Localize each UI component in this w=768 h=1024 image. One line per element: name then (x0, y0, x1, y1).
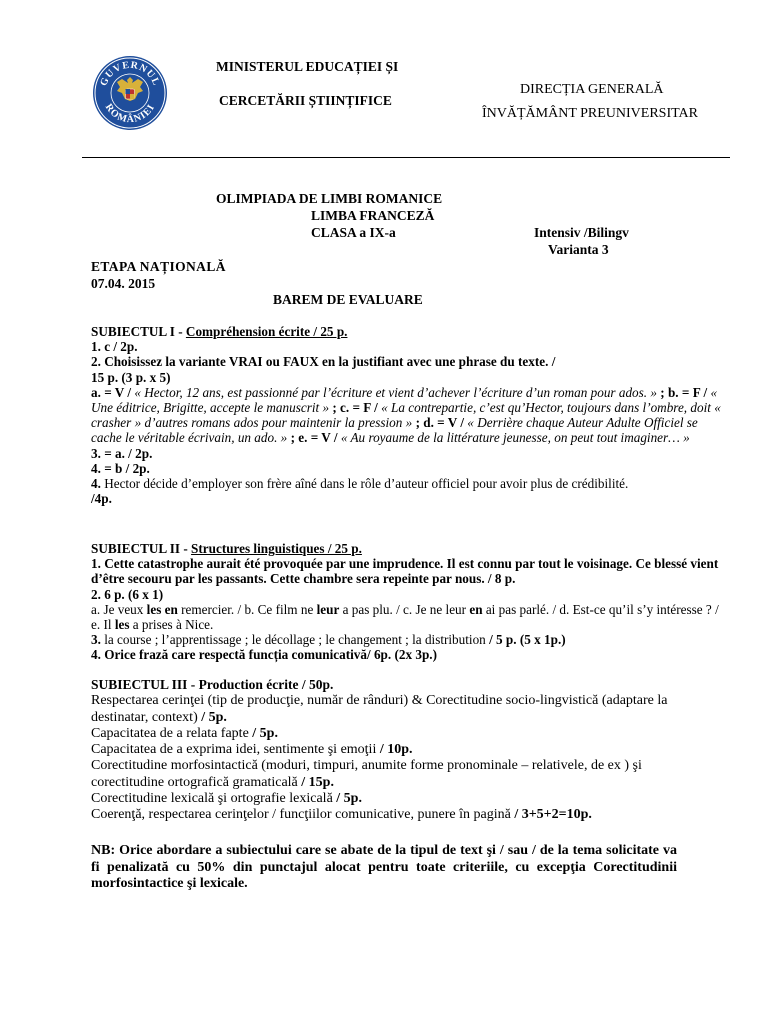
s2-q2-a8: les (114, 617, 130, 633)
s3-criterion-5 (91, 791, 698, 807)
ministry-line-1: MINISTERUL EDUCAȚIEI ȘI (216, 59, 399, 74)
s3-criterion-1-points: / 5p. (201, 709, 227, 725)
direction-line-1: DIRECȚIA GENERALĂ (520, 82, 664, 97)
title-section-type: Intensiv /Bilingv (534, 225, 629, 240)
nb-note: NB: Orice abordare a subiectului care se abate de la tipul de text şi / sau / de la tema solicitate va fi penalizată cu 50% din punctajul alocat pentru toate criteriile, cu excepţia Corectitudinii morfosintactice şi lexicale. (91, 843, 677, 891)
s3-criterion-5-text: Corectitudine lexicală şi ortografie lexicală (91, 791, 337, 807)
s2-q2-a1: a. Je veux (91, 601, 147, 617)
title-stage: ETAPA NAȚIONALĂ (91, 259, 226, 274)
s2-q3-points: / 5 p. (5 x 1p.) (489, 632, 566, 648)
title-date: 07.04. 2015 (91, 276, 156, 291)
section-2-heading (91, 541, 728, 556)
section-1 (91, 324, 728, 506)
s1-q1: 1. c / 2p. (91, 339, 138, 355)
s1-q5-number: 4. (91, 476, 101, 492)
seal-bottom-text: ROMÂNIEI (102, 102, 158, 126)
s1-d-quote: « Derrière chaque Auteur Adulte Officiel se cache le véritable écrivain, un ado. » (91, 415, 698, 446)
s3-criterion-1 (91, 693, 698, 726)
s2-q3-number: 3. (91, 632, 101, 648)
s3-criterion-2-text: Capacitatea de a relata fapte (91, 725, 253, 741)
s2-q2-a3: remercier. / b. Ce film ne (177, 601, 317, 617)
s1-e-label: ; e. = V / (287, 430, 341, 446)
s2-q3-text: la course ; l’apprentissage ; le décollage ; le changement ; la distribution (100, 632, 490, 648)
title-class: CLASA a IX-a (311, 225, 396, 240)
s3-criterion-4 (91, 758, 698, 791)
s2-q2-a7: ai pas parlé. / d. Est-ce qu’il s’y intéresse ? / e. Il (91, 601, 719, 633)
s3-criterion-5-points: / 5p. (336, 791, 362, 807)
s1-q2: 2. Choisissez la variante VRAI ou FAUX en la justifiant avec une phrase du texte. / (91, 354, 556, 370)
s1-q2-answers (91, 385, 728, 446)
s1-a-quote: « Hector, 12 ans, est passionné par l’écriture et vient d’achever l’écriture d’un roman pour ados. » (134, 384, 657, 400)
s2-q2-answers (91, 602, 728, 632)
title-language: LIMBA FRANCEZĂ (311, 208, 435, 223)
s2-q2-a9: a prises à Nice. (129, 617, 214, 633)
seal-top-text: GUVERNUL (98, 59, 162, 88)
section-3-heading: SUBIECTUL III - Production écrite / 50p. (91, 677, 334, 692)
s1-a-label: a. = V / (91, 384, 135, 400)
s2-q1: 1. Cette catastrophe aurait été provoquée par une imprudence. Il est connu par tout le voisinage. Ce blessé vient d’être secouru par les passants. Cette chambre sera repeinte par nous. / 8 p. (91, 556, 719, 587)
s1-q4: 4. = b / 2p. (91, 460, 150, 476)
s3-criterion-4-text: Corectitudine morfosintactică (moduri, timpuri, anumite forme pronominale – relativele, de ex ) şi corectitudine ortografică gramaticală (91, 758, 642, 790)
section-1-heading (91, 324, 728, 339)
government-seal (92, 55, 168, 131)
s1-q2-points: 15 p. (3 p. x 5) (91, 369, 171, 385)
s2-q3 (91, 632, 728, 647)
s2-q4: 4. Orice frază care respectă funcția comunicativă/ 6p. (2x 3p.) (91, 647, 437, 663)
title-olympiad: OLIMPIADA DE LIMBI ROMANICE (216, 191, 443, 206)
ministry-line-2: CERCETĂRII ȘTIINȚIFICE (219, 93, 392, 108)
section-2-prefix: SUBIECTUL II - (91, 541, 192, 556)
section-1-prefix: SUBIECTUL I - (91, 324, 186, 339)
title-variant: Varianta 3 (548, 242, 609, 257)
s2-q2-a4: leur (316, 601, 340, 617)
section-2 (91, 541, 728, 663)
title-barem: BAREM DE EVALUARE (273, 292, 423, 307)
s3-criterion-6-points: / 3+5+2=10p. (514, 807, 592, 823)
s1-q3: 3. = a. / 2p. (91, 445, 153, 461)
s2-q2-a5: a pas plu. / c. Je ne leur (339, 601, 470, 617)
header-divider (82, 157, 730, 158)
s3-criterion-3-text: Capacitatea de a exprima idei, sentimente şi emoţii (91, 742, 380, 758)
s1-q5-text: Hector décide d’employer son frère aîné dans le rôle d’auteur officiel pour avoir plus de crédibilité. (100, 476, 629, 492)
s1-b-label: ; b. = F / (656, 384, 711, 400)
s1-e-quote: « Au royaume de la littérature jeunesse, on peut tout imaginer… » (340, 430, 690, 446)
s3-criterion-3 (91, 742, 698, 758)
s1-d-label: ; d. = V / (412, 415, 468, 431)
s1-q5-points: /4p. (91, 491, 112, 507)
s3-criterion-6 (91, 807, 698, 823)
s2-q2-a2: les en (146, 601, 178, 617)
s1-c-quote: « La contrepartie, c’est qu’Hector, toujours dans l’ombre, doit « crasher » d’autres romans ados pour maintenir la pression » (91, 400, 721, 431)
s1-q5 (91, 476, 728, 491)
s3-criterion-3-points: / 10p. (379, 742, 413, 758)
s3-criterion-2 (91, 726, 698, 742)
s1-b-quote: « Une éditrice, Brigitte, accepte le manuscrit » (91, 384, 718, 416)
s2-q2: 2. 6 p. (6 x 1) (91, 586, 164, 602)
section-1-title: Compréhension écrite / 25 p. (185, 324, 348, 339)
s3-criterion-4-points: / 15p. (301, 774, 334, 790)
section-3 (91, 677, 698, 824)
section-2-title: Structures linguistiques / 25 p. (191, 541, 362, 556)
s3-criterion-1-text: Respectarea cerinţei (tip de producţie, număr de rânduri) & Corectitudine socio-lingvistică (adaptare la destinatar, context) (91, 693, 668, 725)
s3-criterion-6-text: Coerenţă, respectarea cerinţelor / funcţiilor comunicative, punere în pagină (91, 807, 515, 823)
s1-c-label: ; c. = F / (329, 400, 382, 416)
direction-line-2: ÎNVĂȚĂMÂNT PREUNIVERSITAR (482, 106, 699, 121)
s3-criterion-2-points: / 5p. (252, 725, 278, 741)
romanian-government-seal-icon (92, 55, 168, 131)
s2-q2-a6: en (469, 601, 483, 617)
